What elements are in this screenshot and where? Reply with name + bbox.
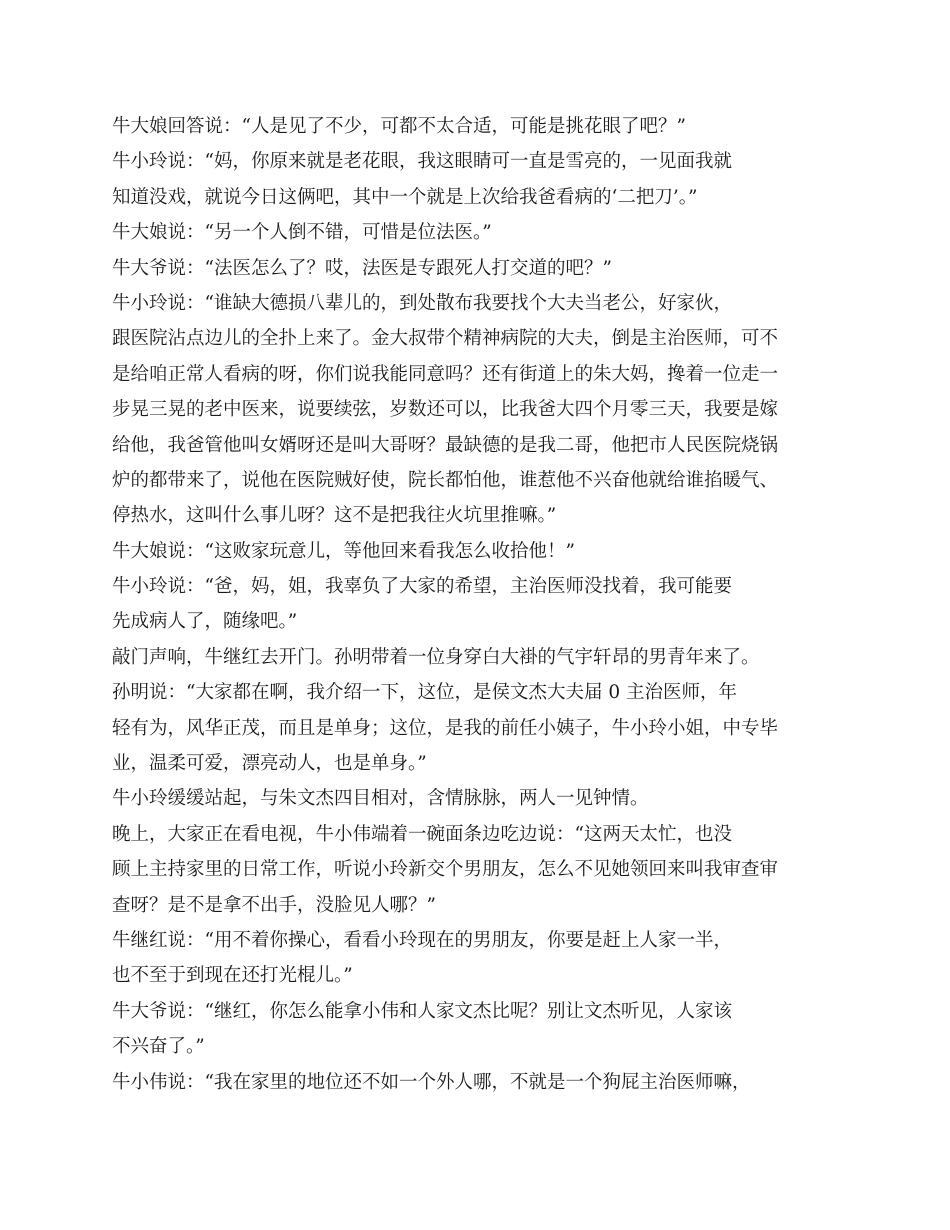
text-line: 牛小玲说：“谁缺大德损八辈儿的，到处散布我要找个大夫当老公，好家伙， bbox=[112, 292, 732, 314]
document-text-body bbox=[112, 109, 802, 1100]
text-line: 炉的都带来了，说他在医院贼好使，院长都怕他，谁惹他不兴奋他就给谁掐暖气、 bbox=[112, 469, 779, 491]
text-line: 牛大爷说：“继红，你怎么能拿小伟和人家文杰比呢？别让文杰听见，人家该 bbox=[112, 1000, 732, 1022]
text-line: 牛大爷说：“法医怎么了？哎，法医是专跟死人打交道的吧？” bbox=[112, 257, 612, 279]
text-line: 轻有为，风华正茂，而且是单身；这位，是我的前任小姨子，牛小玲小姐，中专毕 bbox=[112, 717, 779, 739]
text-line: 是给咱正常人看病的呀，你们说我能同意吗？还有街道上的朱大妈，搀着一位走一 bbox=[112, 363, 779, 385]
text-line: 业，温柔可爱，漂亮动人，也是单身。” bbox=[112, 753, 427, 775]
text-line: 也不至于到现在还打光棍儿。” bbox=[112, 965, 353, 987]
text-line: 给他，我爸管他叫女婿呀还是叫大哥呀？最缺德的是我二哥，他把市人民医院烧锅 bbox=[112, 434, 779, 456]
text-line: 不兴奋了。” bbox=[112, 1036, 205, 1058]
text-line: 牛大娘说：“这败家玩意儿，等他回来看我怎么收拾他！” bbox=[112, 540, 575, 562]
text-line: 停热水，这叫什么事儿呀？这不是把我往火坑里推嘛。” bbox=[112, 505, 557, 527]
text-line: 牛小玲缓缓站起，与朱文杰四目相对，含情脉脉，两人一见钟情。 bbox=[112, 788, 649, 810]
text-line: 晚上，大家正在看电视，牛小伟端着一碗面条边吃边说：“这两天太忙，也没 bbox=[112, 823, 732, 845]
text-line: 牛继红说：“用不着你操心，看看小玲现在的男朋友，你要是赶上人家一半， bbox=[112, 929, 732, 951]
text-line: 牛大娘说：“另一个人倒不错，可惜是位法医。” bbox=[112, 222, 492, 244]
text-line: 先成病人了，随缘吧。” bbox=[112, 611, 298, 633]
text-line: 牛小玲说：“爸，妈，姐，我辜负了大家的希望，主治医师没找着，我可能要 bbox=[112, 576, 732, 598]
text-line: 孙明说：“大家都在啊，我介绍一下，这位，是侯文杰大夫届 0 主治医师，年 bbox=[112, 682, 737, 704]
text-line: 牛小玲说：“妈，你原来就是老花眼，我这眼睛可一直是雪亮的，一见面我就 bbox=[112, 151, 732, 173]
text-line: 牛大娘回答说：“人是见了不少，可都不太合适，可能是挑花眼了吧？” bbox=[112, 116, 686, 137]
text-line: 步晃三晃的老中医来，说要续弦，岁数还可以，比我爸大四个月零三天，我要是嫁 bbox=[112, 399, 779, 421]
text-line: 跟医院沾点边儿的全扑上来了。金大叔带个精神病院的大夫，倒是主治医师，可不 bbox=[112, 328, 779, 350]
text-line: 敲门声响，牛继红去开门。孙明带着一位身穿白大褂的气宇轩昂的男青年来了。 bbox=[112, 646, 760, 668]
text-line: 牛小伟说：“我在家里的地位还不如一个外人哪，不就是一个狗屁主治医师嘛， bbox=[112, 1071, 751, 1093]
text-line: 顾上主持家里的日常工作，听说小玲新交个男朋友，怎么不见她领回来叫我审查审 bbox=[112, 859, 779, 881]
text-line: 查呀？是不是拿不出手，没脸见人哪？” bbox=[112, 894, 436, 916]
text-line: 知道没戏，就说今日这俩吧，其中一个就是上次给我爸看病的‘二把刀’。” bbox=[112, 186, 698, 208]
